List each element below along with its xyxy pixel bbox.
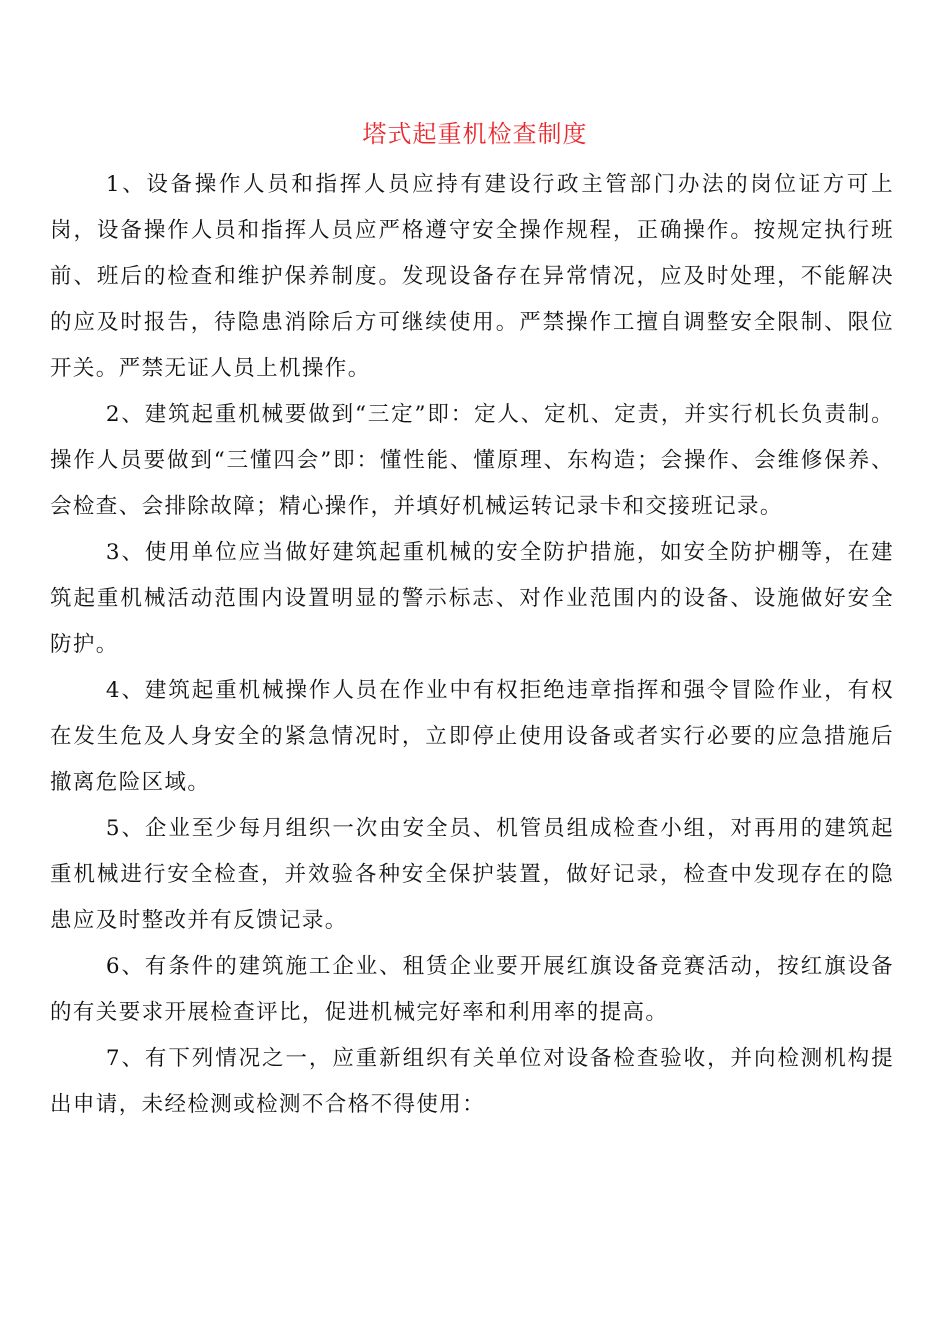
document-title: 塔式起重机检查制度 — [362, 120, 588, 148]
paragraph-6: 6、有条件的建筑施工企业、租赁企业要开展红旗设备竞赛活动，按红旗设备的有关要求开展检查评比，促进机械完好率和利用率的提高。 — [50, 954, 894, 1025]
paragraph-2: 2、建筑起重机械要做到“三定”即：定人、定机、定责，并实行机长负责制。操作人员要做到“三懂四会”即：懂性能、懂原理、东构造；会操作、会维修保养、会检查、会排除故障；精心操作，并填好机械运转记录卡和交接班记录。 — [50, 402, 894, 519]
paragraph-7: 7、有下列情况之一，应重新组织有关单位对设备检查验收，并向检测机构提出申请，未经检测或检测不合格不得使用： — [50, 1046, 894, 1117]
paragraph-5: 5、企业至少每月组织一次由安全员、机管员组成检查小组，对再用的建筑起重机械进行安全检查，并效验各种安全保护装置，做好记录，检查中发现存在的隐患应及时整改并有反馈记录。 — [50, 816, 894, 933]
paragraph-3: 3、使用单位应当做好建筑起重机械的安全防护措施，如安全防护棚等，在建筑起重机械活动范围内设置明显的警示标志、对作业范围内的设备、设施做好安全防护。 — [50, 540, 894, 657]
paragraph-1: 1、设备操作人员和指挥人员应持有建设行政主管部门办法的岗位证方可上岗，设备操作人员和指挥人员应严格遵守安全操作规程，正确操作。按规定执行班前、班后的检查和维护保养制度。发现设备存在异常情况，应及时处理，不能解决的应及时报告，待隐患消除后方可继续使用。严禁操作工擅自调整安全限制、限位开关。严禁无证人员上机操作。 — [50, 172, 894, 381]
document-body — [50, 162, 894, 1128]
paragraph-4: 4、建筑起重机械操作人员在作业中有权拒绝违章指挥和强令冒险作业，有权在发生危及人身安全的紧急情况时，立即停止使用设备或者实行必要的应急措施后撤离危险区域。 — [50, 678, 894, 795]
